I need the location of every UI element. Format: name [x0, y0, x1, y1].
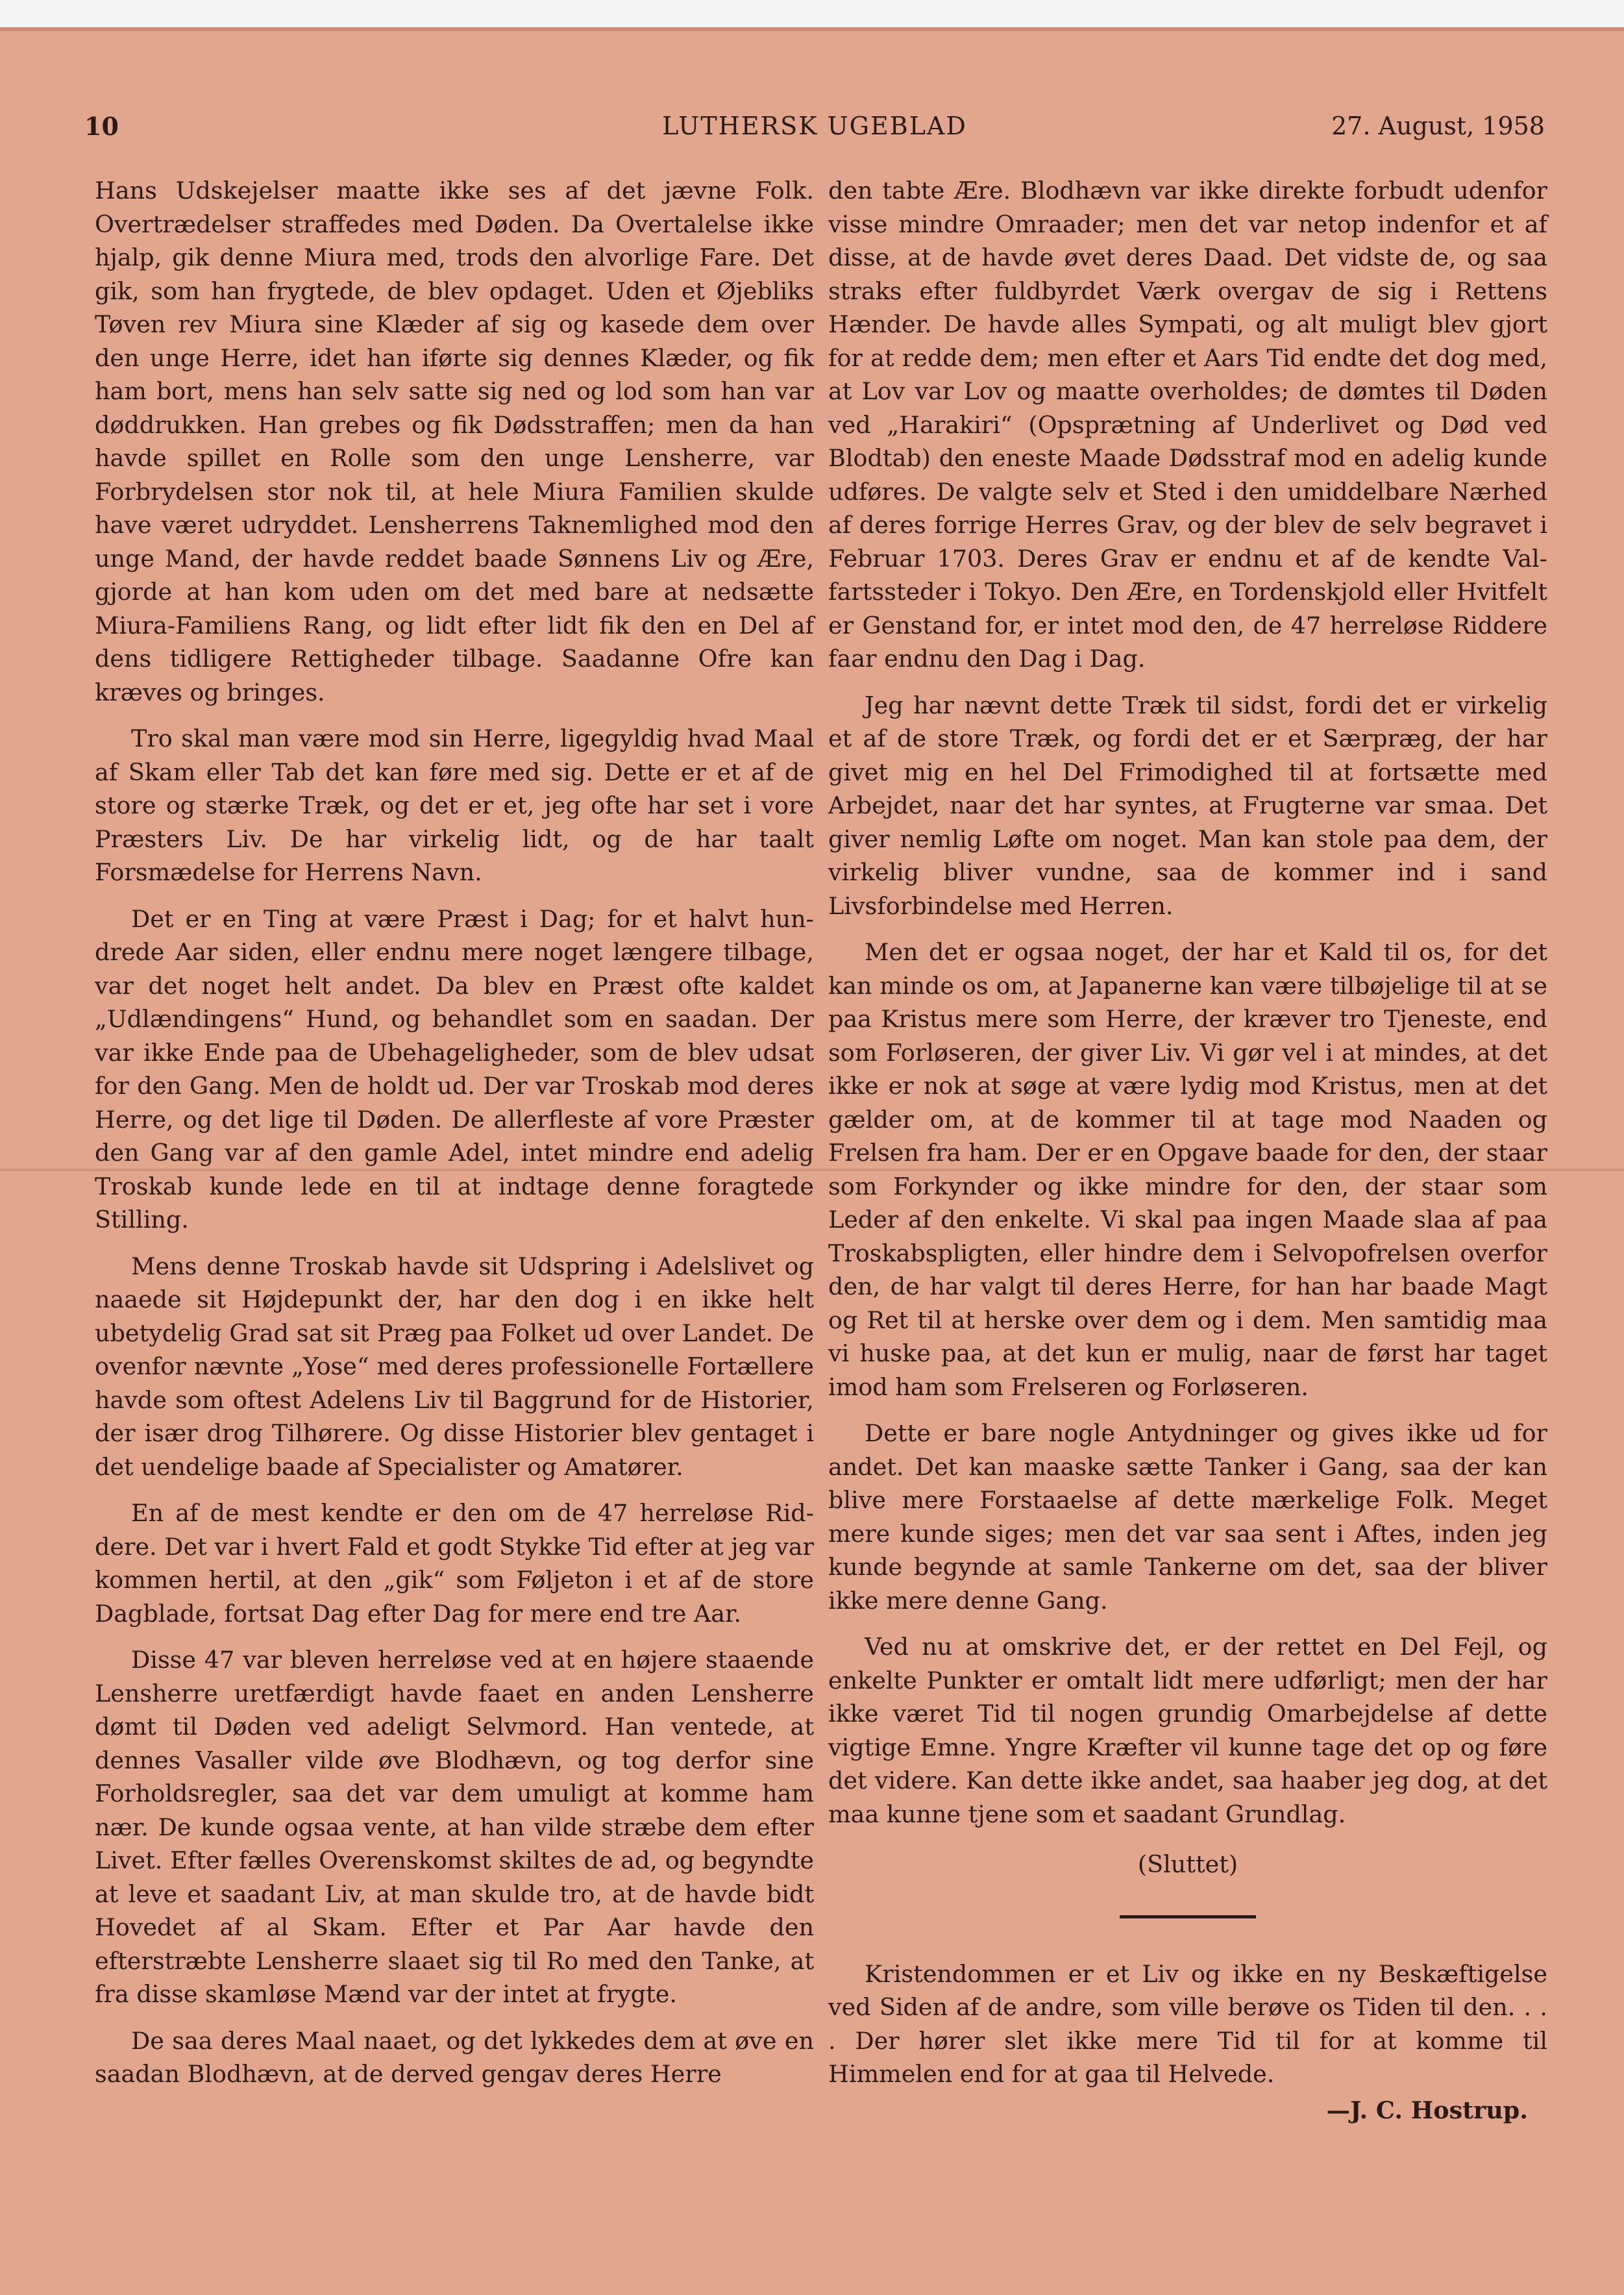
paragraph: Det er en Ting at være Præst i Dag; for et halvt hundrede Aar siden, eller endnu mere noget længere tilbage, var det noget helt andet. Da blev en Præst ofte kaldet „Udlændingens“ Hund, og behandlet som en saadan. Der var ikke Ende paa de Ubehageligheder, som de blev udsat for den Gang. Men de holdt ud. Der var Troskab mod deres Herre, og det lige til Døden. De allerfleste af vore Præster den Gang var af den gamle Adel, intet mindre end adelig Troskab kunde lede en til at indtage denne foragtede Stilling. [95, 904, 814, 1234]
page-number: 10 [84, 112, 119, 141]
paper-top-edge [0, 27, 1624, 31]
right-column [828, 174, 1547, 2127]
paragraph: Ved nu at omskrive det, er der rettet en Del Fejl, og enkelte Punkter er omtalt lidt mere udførligt; men der har ikke været Tid til nogen grundig Omarbejdelse af dette vigtige Emne. Yngre Kræfter vil kunne tage det op og føre det videre. Kan dette ikke andet, saa haaber jeg dog, at det maa kunne tjene som et saadant Grundlag. [828, 1633, 1547, 1828]
paragraph: En af de mest kendte er den om de 47 herreløse Riddere. Det var i hvert Fald et godt Stykke Tid efter at jeg var kommen hertil, at den „gik“ som Føljeton i et af de store Dagblade, fortsat Dag efter Dag for mere end tre Aar. [95, 1499, 814, 1628]
paragraph: De saa deres Maal naaet, og det lykkedes dem at øve en saadan Blodhævn, at de derved gengav deres Herre [95, 2026, 814, 2088]
paragraph: Tro skal man være mod sin Herre, ligegyldig hvad Maal af Skam eller Tab det kan føre med sig. Dette er et af de store og stærke Træk, og det er et, jeg ofte har set i vore Præsters Liv. De har virkelig lidt, og de har taalt Forsmædelse for Herrens Navn. [95, 725, 814, 886]
paragraph: Men det er ogsaa noget, der har et Kald til os, for det kan minde os om, at Japanerne kan være tilbøjelige til at se paa Kristus mere som Herre, der kræver tro Tjeneste, end som Forløseren, der giver Liv. Vi gør vel i at mindes, at det ikke er nok at søge at være lydig mod Kristus, men at det gælder om, at de kommer til at tage mod Naaden og Frelsen fra ham. Der er en Opgave baade for den, der staar som Forkynder og ikke mindre for den, der staar som Leder af den enkelte. Vi skal paa ingen Maade slaa af paa Troskabspligten, eller hindre dem i Selvopofrelsen overfor den, de har valgt til deres Herre, for han har baade Magt og Ret til at herske over dem og i dem. Men samtidig maa vi huske paa, at det kun er mulig, naar de først har taget imod ham som Frelseren og Forløseren. [828, 938, 1547, 1401]
page-header [84, 112, 1545, 148]
paragraph: Hans Udskejelser maatte ikke ses af det jævne Folk. Overtrædelser straffedes med Døden. Da Overtalelse ikke hjalp, gik denne Miura med, trods den alvorlige Fare. Det gik, som han frygtede, de blev opdaget. Uden et Øjebliks Tøven rev Miura sine Klæder af sig og kasede dem over den unge Herre, idet han iførte sig dennes Klæder, og fik ham bort, mens han selv satte sig ned og lod som han var døddrukken. Han grebes og fik Dødsstraffen; men da han havde spillet en Rolle som den unge Lensherre, var Forbrydelsen stor nok til, at hele Miura Familien skulde have været udryddet. Lensherrens Taknemlighed mod den unge Mand, der havde reddet baade Sønnens Liv og Ære, gjorde at han kom uden om det med bare at nedsætte Miura-Familiens Rang, og lidt efter lidt fik den en Del af dens tidligere Rettigheder tilbage. Saadanne Ofre kan kræves og bringes. [95, 177, 814, 706]
left-column [95, 174, 814, 2091]
quote-author: —J. C. Hostrup. [1326, 2096, 1528, 2124]
quote-text: Kristendommen er et Liv og ikke en ny Beskæftigelse ved Siden af de andre, som ville berøve os Tiden til den. . . . Der hører slet ikke mere Tid til for at komme til Himmelen end for at gaa til Helvede. [828, 1959, 1547, 2088]
publication-title: LUTHERSK UGEBLAD [662, 112, 967, 140]
paragraph: Dette er bare nogle Antydninger og gives ikke ud for andet. Det kan maaske sætte Tanker i Gang, saa der kan blive mere Forstaaelse af dette mærkelige Folk. Meget mere kunde siges; men det var saa sent i Aftes, inden jeg kunde begynde at samle Tankerne om det, saa der bliver ikke mere denne Gang. [828, 1419, 1547, 1615]
paragraph: den tabte Ære. Blodhævn var ikke direkte forbudt udenfor visse mindre Omraader; men det var netop indenfor et af disse, at de havde øvet deres Daad. Det vidste de, og saa straks efter fuldbyrdet Værk overgav de sig i Rettens Hænder. De havde alles Sympati, og alt muligt blev gjort for at redde dem; men efter et Aars Tid endte det dog med, at Lov var Lov og maatte overholdes; de dømtes til Døden ved „Harakiri“ (Opsprætning af Underlivet og Død ved Blodtab) den eneste Maade Dødsstraf mod en adelig kunde udføres. De valgte selv et Sted i den umiddelbare Nærhed af deres forrige Herres Grav, og der blev de selv begravet i Februar 1703. Deres Grav er endnu et af de kendte Valfartssteder i Tokyo. Den Ære, en Tordenskjold eller Hvitfelt er Genstand for, er intet mod den, de 47 herreløse Riddere faar endnu den Dag i Dag. [828, 177, 1547, 673]
issue-date: 27. August, 1958 [1331, 112, 1545, 140]
article-end-marker: (Sluttet) [1137, 1850, 1238, 1878]
paragraph: Disse 47 var bleven herreløse ved at en højere staaende Lensherre uretfærdigt havde faaet en anden Lensherre dømt til Døden ved adeligt Selvmord. Han ventede, at dennes Vasaller vilde øve Blodhævn, og tog derfor sine Forholdsregler, saa det var dem umuligt at komme ham nær. De kunde ogsaa vente, at han vilde stræbe dem efter Livet. Efter fælles Overenskomst skiltes de ad, og begyndte at leve et saadant Liv, at man skulde tro, at de havde bidt Hovedet af al Skam. Efter et Par Aar havde den efterstræbte Lensherre slaaet sig til Ro med den Tanke, at fra disse skamløse Mænd var der intet at frygte. [95, 1646, 814, 2008]
section-divider [1120, 1915, 1256, 1918]
paragraph: Mens denne Troskab havde sit Udspring i Adelslivet og naaede sit Højdepunkt der, har den dog i en ikke helt ubetydelig Grad sat sit Præg paa Folket ud over Landet. De ovenfor nævnte „Yose“ med deres professionelle Fortællere havde som oftest Adelens Liv til Baggrund for de Historier, der især drog Tilhørere. Og disse Historier blev gentaget i det uendelige baade af Specialister og Amatører. [95, 1252, 814, 1481]
paragraph: Jeg har nævnt dette Træk til sidst, fordi det er virkelig et af de store Træk, og fordi det er et Særpræg, der har givet mig en hel Del Frimodighed til at fortsætte med Arbejdet, naar det har syntes, at Frugterne var smaa. Det giver nemlig Løfte om noget. Man kan stole paa dem, der virkelig bliver vundne, saa de kommer ind i sand Livsforbindelse med Herren. [828, 691, 1547, 920]
scan-top-margin [0, 0, 1624, 27]
